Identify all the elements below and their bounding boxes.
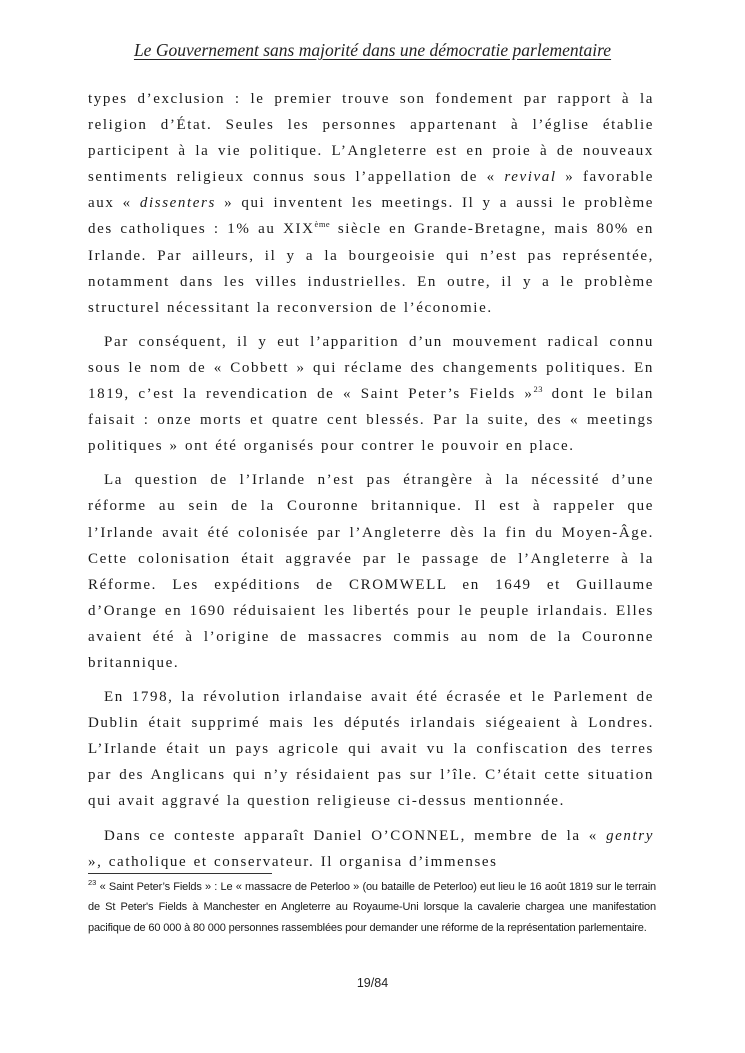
- running-header: Le Gouvernement sans majorité dans une démocratie parlementaire: [133, 40, 612, 60]
- body-text: [88, 86, 654, 883]
- footnote-text: « Saint Peter’s Fields » : Le « massacre de Peterloo » (ou bataille de Peterloo) eut lieu le 16 août 1819 sur le terrain de St Peter's Fields à Manchester en Angleterre au Royaume-Uni lorsque la cavalerie chargea une manifestation pacifique de 60 000 à 80 000 personnes rassemblées pour demander une réforme de la représentation parlementaire.: [88, 881, 656, 934]
- paragraph-ireland-question: La question de l’Irlande n’est pas étrangère à la nécessité d’une réforme au sein de la Couronne britannique. Il est à rappeler que l’Irlande avait été colonisée par l’Angleterre dès la fin du Moyen-Âge. Cette colonisation était aggravée par le passage de l’Angleterre à la Réforme. Les expéditions de CROMWELL en 1649 et Guillaume d’Orange en 1690 réduisaient les libertés pour le peuple irlandais. Elles avaient été à l’origine de massacres commis au nom de la Couronne britannique.: [88, 472, 654, 671]
- paragraph-cobbett: Par conséquent, il y eut l’apparition d’un mouvement radical connu sous le nom de « Cobbett » qui réclame des changements politiques. En 1819, c’est la revendication de « Saint Peter’s Fields »$^{23}$ dont le bilan faisait : onze morts et quatre cent blessés. Par la suite, des « meetings politiques » ont été organisés pour contrer le pouvoir en place.: [88, 333, 654, 455]
- emphasis-revival: revival: [504, 169, 557, 186]
- paragraph-exclusion-types: types d’exclusion : le premier trouve son fondement par rapport à la religion d’État. Seules les personnes appartenant à l’église établie participent à la vie politique. L’Angleterre est en proie à de nouveaux sentiments religieux connus sous l’appellation de « revival » favorable aux « dissenters » qui inventent les meetings. Il y a aussi le problème des catholiques : 1% au XIXème siècle en Grande-Bretagne, mais 80% en Irlande. Par ailleurs, il y a la bourgeoisie qui n’est pas représentée, notamment dans les villes industrielles. En outre, il y a le problème structurel nécessitant la reconversion de l’économie.: [88, 91, 655, 316]
- footnote-separator: [88, 873, 272, 874]
- page-number: 19/84: [356, 976, 389, 990]
- paragraph-irish-revolution: En 1798, la révolution irlandaise avait été écrasée et le Parlement de Dublin était supprimé mais les députés irlandais siégeaient à Londres. L’Irlande était un pays agricole qui avait vu la confiscation des terres par des Anglicans qui n’y résidaient pas sur l’île. C’était cette situation qui avait aggravé la question religieuse ci-dessus mentionnée.: [88, 689, 654, 810]
- paragraph-oconnel: Dans ce conteste apparaît Daniel O’CONNEL, membre de la « gentry », catholique et conservateur. Il organisa d’immenses: [88, 827, 654, 870]
- emphasis-gentry: gentry: [606, 827, 654, 844]
- superscript-eme: ème: [314, 219, 331, 230]
- footnote-reference[interactable]: 23: [533, 384, 543, 395]
- emphasis-dissenters: dissenters: [139, 195, 216, 212]
- footnote-23: [88, 877, 656, 938]
- footnote-number: 23: [88, 878, 97, 887]
